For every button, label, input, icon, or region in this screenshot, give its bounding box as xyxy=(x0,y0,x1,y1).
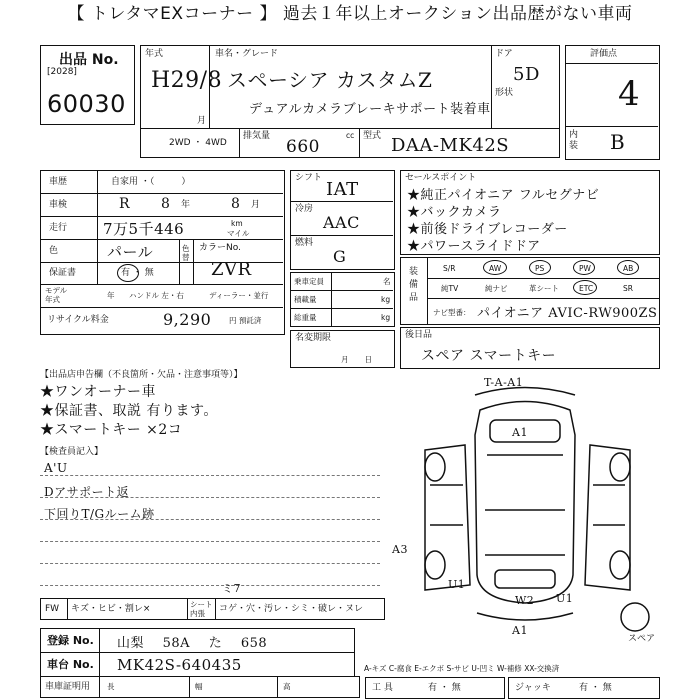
year-month-suffix: 月 xyxy=(197,116,207,126)
chassis-label: 車台 No. xyxy=(47,658,94,671)
load-unit: kg xyxy=(381,295,391,304)
year-label: 年式 xyxy=(145,49,164,59)
after-parts-label: 後日品 xyxy=(405,330,433,340)
vehicle-header xyxy=(140,45,560,130)
interior-damage: コゲ・穴・汚レ・シミ・破レ・ヌレ xyxy=(219,604,364,614)
drive-value: 2WD ・ 4WD xyxy=(169,138,227,148)
interior-fw: FW xyxy=(45,604,60,614)
interior-seat: シート内張 xyxy=(190,600,213,618)
lot-number: 60030 xyxy=(47,90,126,118)
sales-point-2: ★バックカメラ xyxy=(407,205,502,220)
color-label: 色 xyxy=(49,246,59,256)
lot-label: 出品 No. xyxy=(59,52,119,68)
fuel-value: G xyxy=(333,247,347,266)
fuel-label: 燃料 xyxy=(295,238,314,248)
sales-point-3: ★前後ドライブレコーダー xyxy=(407,222,568,237)
recycle-value: 9,290 xyxy=(163,310,212,329)
capacity-label: 乗車定員 xyxy=(294,277,324,286)
gross-label: 総重量 xyxy=(294,313,317,322)
equip-r2-4: SR xyxy=(623,284,633,293)
equipment-block xyxy=(400,257,660,325)
warranty-circle xyxy=(117,264,139,282)
jack-value: 有 ・ 無 xyxy=(579,683,612,693)
inspection-year-unit: 年 xyxy=(181,200,191,210)
diagram-mark-2: A1 xyxy=(512,426,528,439)
equip-r1-3: PW xyxy=(579,264,591,273)
model-small-item-1: 年 xyxy=(107,291,115,300)
evaluation-value: 4 xyxy=(618,74,641,114)
inspector-note-2: Dアサポート返 xyxy=(44,485,130,499)
inspection-month-unit: 月 xyxy=(251,200,261,210)
jack-box xyxy=(508,677,660,699)
damage-legend: A-キズ C-腐食 E-エクボ S-サビ U-凹ミ W-補修 XX-交換済 xyxy=(364,664,560,673)
equip-r1-4: AB xyxy=(623,264,634,273)
displacement-value: 660 xyxy=(286,137,320,157)
notes-label: 【出品店申告欄（不良箇所・欠品・注意事項等）】 xyxy=(40,370,243,380)
lot-stamp: [2028] xyxy=(47,67,77,77)
year-value: H29/8 xyxy=(151,68,223,93)
sales-point-1: ★純正パイオニア フルセグナビ xyxy=(407,188,600,203)
sales-point-4: ★パワースライドドア xyxy=(407,239,541,254)
doors-label: ドア xyxy=(495,49,513,59)
interior-exterior: キズ・ヒビ・割レ× xyxy=(71,604,151,614)
sales-points xyxy=(400,170,660,255)
certificate-row xyxy=(40,676,360,698)
diagram-mark-3: A3 xyxy=(392,543,408,556)
warranty-label: 保証書 xyxy=(49,268,77,278)
inspector-label: 【検査員記入】 xyxy=(40,447,104,457)
shift-label: シフト xyxy=(295,173,323,183)
name-change-block xyxy=(290,330,395,368)
equip-circle-aw xyxy=(483,260,507,275)
equip-circle-ps xyxy=(529,260,551,275)
model-value: DAA-MK42S xyxy=(391,135,510,156)
equipment-label: 装備品 xyxy=(409,267,419,303)
diagram-mark-5: W2 xyxy=(515,594,535,607)
color-value: パール xyxy=(107,243,154,261)
gross-unit: kg xyxy=(381,313,391,322)
capacity-block xyxy=(290,272,395,327)
history-value: 自家用 ・（ ） xyxy=(111,177,191,187)
shift-value: IAT xyxy=(326,179,359,200)
certificate-item-2: 幅 xyxy=(195,682,203,691)
load-label: 積載量 xyxy=(294,295,317,304)
diagram-mark-4: U1 xyxy=(448,578,466,591)
tools-box xyxy=(365,677,505,699)
registration-row xyxy=(40,628,355,653)
inspection-prefix: R xyxy=(119,196,131,212)
page-title: 【 トレタマEXコーナー 】 過去１年以上オークション出品歴がない車両 xyxy=(67,4,633,24)
car-grade-value: デュアルカメラブレーキサポート装着車 xyxy=(249,102,491,117)
diagram-mark-1: T-A-A1 xyxy=(484,376,524,389)
chassis-row xyxy=(40,652,355,677)
model-label: 型式 xyxy=(363,131,382,141)
interior-label: 内装 xyxy=(569,130,579,151)
detail-table xyxy=(40,170,285,335)
car-name-value: スペーシア カスタムZ xyxy=(227,68,433,92)
registration-label: 登録 No. xyxy=(47,634,94,647)
interior-mark: ミ7 xyxy=(222,582,241,595)
color-no-label: カラーNo. xyxy=(199,243,241,253)
sales-points-label: セールスポイント xyxy=(405,173,477,183)
inspector-note-3: 下回りT/Gルーム跡 xyxy=(44,507,155,521)
model-small-label: モデル xyxy=(45,286,68,295)
inspection-month: 8 xyxy=(231,196,241,212)
warranty-value: 有 ・ 無 xyxy=(121,268,154,278)
model-small-item-3: ディーラー・並行 xyxy=(209,291,269,300)
inspector-section xyxy=(40,445,385,595)
displacement-unit: cc xyxy=(346,131,355,140)
color-no-value: ZVR xyxy=(211,259,252,280)
after-parts-value: スペア スマートキー xyxy=(421,348,557,364)
mileage-unit-km: km xyxy=(231,219,243,228)
equip-circle-pw xyxy=(573,260,595,275)
mileage-unit-mile: マイル xyxy=(227,229,250,238)
evaluation-label: 評価点 xyxy=(590,49,618,59)
history-label: 車歴 xyxy=(49,177,68,187)
note-2: ★保証書、取説 有ります。 xyxy=(40,403,218,419)
spare-label: スペア xyxy=(628,634,656,644)
ac-label: 冷房 xyxy=(295,204,314,214)
diagram-mark-6: A1 xyxy=(512,624,528,637)
diagram-mark-7: U1 xyxy=(556,592,574,605)
tools-label: 工 具 xyxy=(372,683,393,693)
chassis-value: MK42S-640435 xyxy=(117,656,242,674)
notes-section xyxy=(40,370,400,445)
equip-r2-1: 純ナビ xyxy=(485,284,508,293)
note-1: ★ワンオーナー車 xyxy=(40,384,156,400)
model-small-label2: 年式 xyxy=(45,295,60,304)
evaluation-box xyxy=(565,45,660,160)
note-3: ★スマートキー ×2コ xyxy=(40,422,183,438)
interior-row xyxy=(40,598,385,620)
equip-r1-0: S/R xyxy=(443,264,456,273)
inspector-note-1: A'U xyxy=(44,461,68,475)
equip-r2-0: 純TV xyxy=(441,284,459,293)
certificate-item-3: 高 xyxy=(283,682,291,691)
ac-value: AAC xyxy=(323,213,360,232)
color-change-label: 色替 xyxy=(182,244,190,262)
name-change-label: 名変期限 xyxy=(295,333,332,343)
jack-label: ジャッキ xyxy=(515,683,551,693)
doors-value: 5D xyxy=(513,64,540,85)
certificate-item-1: 長 xyxy=(107,682,115,691)
equip-r2-2: 革シート xyxy=(529,284,559,293)
tools-value: 有 ・ 無 xyxy=(428,683,461,693)
after-parts-block xyxy=(400,327,660,369)
lot-box xyxy=(40,45,135,125)
model-small-item-2: ハンドル 左・右 xyxy=(129,291,184,300)
name-change-unit: 月日 xyxy=(341,355,388,364)
recycle-label: リサイクル料金 xyxy=(47,315,109,325)
inspection-label: 車検 xyxy=(49,200,68,210)
capacity-unit: 名 xyxy=(383,277,391,286)
recycle-suffix: 円 預託済 xyxy=(229,316,262,325)
registration-value: 山梨 58A た 658 xyxy=(117,636,268,651)
navi-value: パイオニア AVIC-RW900ZS xyxy=(477,306,658,321)
mileage-value: 7万5千446 xyxy=(103,220,185,238)
displacement-label: 排気量 xyxy=(243,131,271,141)
equip-r1-2: PS xyxy=(535,264,545,273)
body-label: 形状 xyxy=(495,88,514,98)
inspection-year: 8 xyxy=(161,196,171,212)
certificate-label: 車庫証明用 xyxy=(45,682,91,692)
equip-circle-ab xyxy=(617,260,639,275)
spec-row xyxy=(140,128,560,158)
mileage-label: 走行 xyxy=(49,223,68,233)
navi-label: ナビ型番： xyxy=(433,308,471,317)
equip-r2-3: ETC xyxy=(579,284,594,293)
equip-r1-1: AW xyxy=(489,264,502,273)
car-name-label: 車名・グレード xyxy=(215,49,279,59)
interior-value: B xyxy=(610,130,626,154)
equip-circle-etc xyxy=(573,280,597,295)
shift-fuel-block xyxy=(290,170,395,270)
